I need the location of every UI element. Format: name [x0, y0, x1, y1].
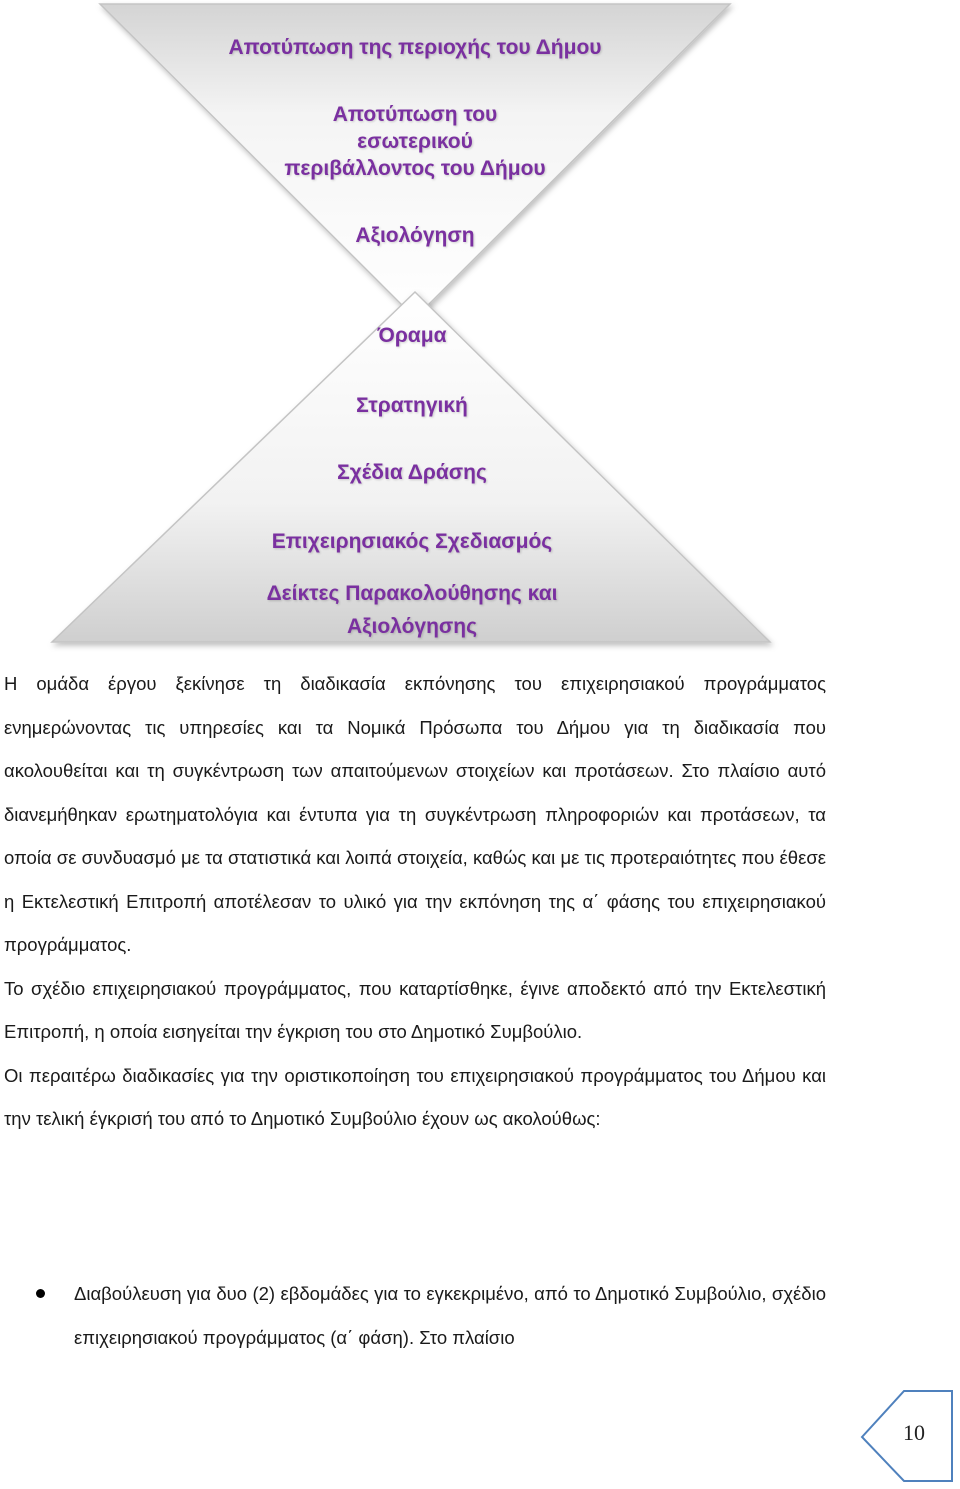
diagram-label-indicators-2: Αξιολόγησης: [346, 615, 478, 638]
body-text: [4, 662, 826, 1141]
diagram-label-vision: Όραμα: [377, 324, 447, 347]
diagram-label-evaluation: Αξιολόγηση: [355, 224, 475, 247]
diagram-label-internal-env-2: εσωτερικού: [357, 130, 473, 153]
page-number: 10: [903, 1420, 925, 1445]
diagram-label-action-plans: Σχέδια Δράσης: [337, 461, 487, 484]
paragraph: Η ομάδα έργου ξεκίνησε τη διαδικασία εκπόνησης του επιχειρησιακού προγράμματος ενημερώνοντας τις υπηρεσίες και τα Νομικά Πρόσωπα του Δήμου για τη διαδικασία που ακολουθείται και τη συγκέντρωση των απαιτούμενων στοιχείων και προτάσεων. Στο πλαίσιο αυτό διανεμήθηκαν ερωτηματολόγια και έντυπα για τη συγκέντρωση πληροφοριών και προτάσεων, τα οποία σε συνδυασμό με τα στατιστικά και λοιπά στοιχεία, καθώς και με τις προτεραιότητες που έθεσε η Εκτελεστική Επιτροπή αποτέλεσαν το υλικό για την εκπόνηση της α΄ φάσης του επιχειρησιακού προγράμματος.: [4, 673, 826, 955]
diagram-label-strategy: Στρατηγική: [356, 394, 468, 417]
paragraph: Οι περαιτέρω διαδικασίες για την οριστικοποίηση του επιχειρησιακού προγράμματος του Δήμου και την τελική έγκρισή του από το Δημοτικό Συμβούλιο έχουν ως ακολούθως:: [4, 1064, 826, 1129]
diagram-label-area-survey: Αποτύπωση της περιοχής του Δήμου: [228, 36, 602, 59]
bullet-list-item: [4, 1272, 826, 1359]
diagram-label-indicators-1: Δείκτες Παρακολούθησης και: [266, 582, 558, 605]
diagram-label-internal-env-1: Αποτύπωση του: [332, 103, 498, 126]
bullet-icon: [36, 1289, 45, 1298]
paragraph: Το σχέδιο επιχειρησιακού προγράμματος, που καταρτίσθηκε, έγινε αποδεκτό από την Εκτελεστική Επιτροπή, η οποία εισηγείται την έγκριση του στο Δημοτικό Συμβούλιο.: [4, 977, 826, 1042]
diagram-label-internal-env-3: περιβάλλοντος του Δήμου: [284, 157, 546, 180]
diagram-label-operational-planning: Επιχειρησιακός Σχεδιασμός: [271, 530, 553, 553]
bullet-text: Διαβούλευση για δυο (2) εβδομάδες για το εγκεκριμένο, από το Δημοτικό Συμβούλιο, σχέδιο επιχειρησιακού προγράμματος (α΄ φάση). Στο πλαίσιο: [74, 1283, 826, 1348]
